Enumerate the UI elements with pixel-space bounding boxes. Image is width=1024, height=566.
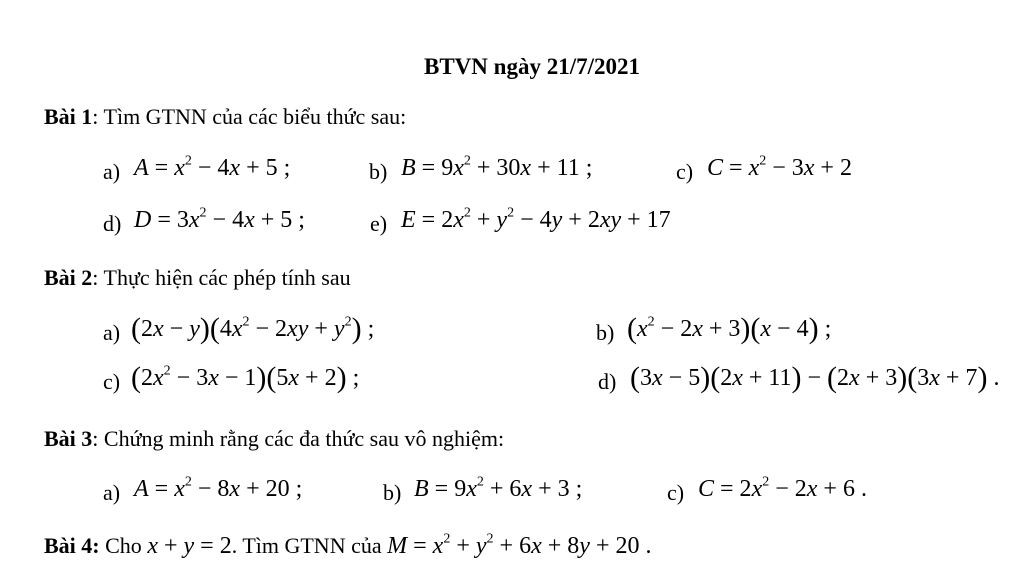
bai4-middle: . Tìm GTNN của (231, 533, 382, 558)
bai2-label-d: d) (598, 369, 617, 394)
bai3-expr-c: $C = 2x^2 - 2x + 6$ . (698, 474, 867, 502)
bai4-expr-m: $M = x^2 + y^2 + 6x + 8y + 20$ . (387, 531, 652, 559)
bai1-label-c: c) (676, 159, 694, 184)
bai2-expr-d: (3x − 5)(2x + 11) − (2x + 3)(3x + 7) . (630, 360, 1000, 394)
bai4-cho: Cho (105, 533, 142, 558)
bai2-label-c: c) (103, 369, 121, 394)
bai4-number: Bài 4: (44, 533, 100, 558)
bai2-label-a: a) (103, 320, 121, 345)
bai1-expr-a: $A = x^2 - 4x + 5$ ; (134, 153, 291, 181)
bai3-number: Bài 3 (44, 426, 93, 451)
bai3-expr-b: $B = 9x^2 + 6x + 3$ ; (414, 474, 583, 502)
bai1-expr-b: $B = 9x^2 + 30x + 11$ ; (401, 153, 593, 181)
page-title: BTVN ngày 21/7/2021 (424, 54, 640, 79)
bai1-expr-d: $D = 3x^2 - 4x + 5$ ; (134, 205, 305, 233)
bai2-expr-c: $(2x^2 - 3x - 1)(5x + 2)$ ; (131, 360, 360, 394)
bai2-expr-b: $(x^2 - 2x + 3)(x - 4)$ ; (627, 311, 832, 345)
bai1-expr-c: $C = x^2 - 3x + 2$ (707, 153, 852, 181)
bai3-heading (44, 426, 504, 452)
bai1-number: Bài 1 (44, 104, 93, 129)
bai3-label-b: b) (383, 480, 402, 505)
bai2-expr-a: $(2x - y)(4x^2 - 2xy + y^2)$ ; (131, 311, 375, 345)
bai2-number: Bài 2 (44, 265, 93, 290)
bai1-instruction: : Tìm GTNN của các biểu thức sau: (92, 104, 407, 129)
bai1-label-e: e) (370, 211, 388, 236)
bai4-line (44, 533, 651, 560)
bai1-label-a: a) (103, 159, 121, 184)
bai3-label-a: a) (103, 480, 121, 505)
bai3-instruction: : Chứng minh rằng các đa thức sau vô nghiệm: (92, 426, 505, 451)
bai1-label-d: d) (103, 211, 122, 236)
bai3-label-c: c) (667, 480, 685, 505)
bai2-heading (44, 265, 351, 291)
bai4-condition: x + y = 2 (147, 533, 232, 559)
bai2-instruction: : Thực hiện các phép tính sau (92, 265, 351, 290)
bai3-expr-a: $A = x^2 - 8x + 20$ ; (134, 474, 303, 502)
bai2-label-b: b) (596, 320, 615, 345)
bai1-label-b: b) (369, 159, 388, 184)
bai1-expr-e: $E = 2x^2 + y^2 - 4y + 2xy + 17$ (401, 205, 671, 233)
bai1-heading (44, 104, 406, 130)
